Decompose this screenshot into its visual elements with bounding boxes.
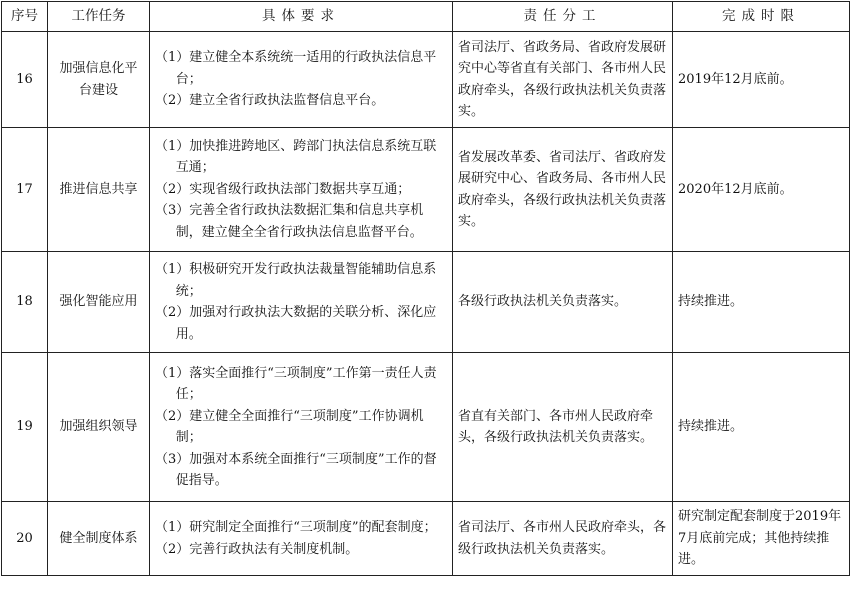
row-seq: 18 bbox=[2, 252, 48, 353]
row-task: 推进信息共享 bbox=[48, 128, 150, 252]
table-row bbox=[2, 128, 850, 252]
task-table bbox=[1, 1, 850, 576]
requirement-item: （1）积极研究开发行政执法裁量智能辅助信息系统； bbox=[155, 262, 437, 299]
row-task: 加强组织领导 bbox=[48, 353, 150, 502]
requirement-item: （1）建立健全本系统统一适用的行政执法信息平台； bbox=[155, 50, 437, 87]
requirement-item: （3）完善全省行政执法数据汇集和信息共享机制，建立健全全省行政执法信息监督平台。 bbox=[155, 203, 424, 240]
table-row bbox=[2, 502, 850, 576]
row-task: 强化智能应用 bbox=[48, 252, 150, 353]
header-row bbox=[2, 2, 850, 32]
row-seq: 19 bbox=[2, 353, 48, 502]
table-row bbox=[2, 32, 850, 128]
header-task: 工作任务 bbox=[48, 2, 150, 32]
requirement-item: （1）落实全面推行“三项制度”工作第一责任人责任； bbox=[155, 365, 437, 402]
row-responsibility: 省发展改革委、省司法厅、省政府发展研究中心、省政务局、各市州人民政府牵头，各级行政执法机关负责落实。 bbox=[453, 128, 673, 252]
row-seq: 17 bbox=[2, 128, 48, 252]
requirement-item: （2）建立健全全面推行“三项制度”工作协调机制； bbox=[155, 408, 424, 445]
row-responsibility: 省司法厅、省政务局、省政府发展研究中心等省直有关部门、各市州人民政府牵头，各级行政执法机关负责落实。 bbox=[453, 32, 673, 128]
row-requirements bbox=[150, 128, 453, 252]
table-row bbox=[2, 252, 850, 353]
header-requirements: 具体要求 bbox=[150, 2, 453, 32]
row-deadline: 2019年12月底前。 bbox=[673, 32, 850, 128]
row-responsibility: 省直有关部门、各市州人民政府牵头，各级行政执法机关负责落实。 bbox=[453, 353, 673, 502]
requirement-item: （2）加强对行政执法大数据的关联分析、深化应用。 bbox=[155, 305, 437, 342]
row-requirements bbox=[150, 353, 453, 502]
table-row bbox=[2, 353, 850, 502]
row-responsibility: 各级行政执法机关负责落实。 bbox=[453, 252, 673, 353]
row-responsibility: 省司法厅、各市州人民政府牵头，各级行政执法机关负责落实。 bbox=[453, 502, 673, 576]
row-seq: 20 bbox=[2, 502, 48, 576]
requirement-item: （2）实现省级行政执法部门数据共享互通； bbox=[155, 181, 411, 197]
requirement-item: （2）建立全省行政执法监督信息平台。 bbox=[155, 93, 385, 109]
requirement-item: （1）加快推进跨地区、跨部门执法信息系统互联互通； bbox=[155, 138, 437, 176]
header-responsibility: 责任分工 bbox=[453, 2, 673, 32]
requirement-item: （3）加强对本系统全面推行“三项制度”工作的督促指导。 bbox=[155, 451, 437, 488]
row-deadline: 研究制定配套制度于2019年7月底前完成；其他持续推进。 bbox=[673, 502, 850, 576]
row-deadline: 2020年12月底前。 bbox=[673, 128, 850, 252]
requirement-item: （1）研究制定全面推行“三项制度”的配套制度； bbox=[155, 520, 437, 535]
row-requirements bbox=[150, 252, 453, 353]
header-seq: 序号 bbox=[2, 2, 48, 32]
row-task: 加强信息化平台建设 bbox=[48, 32, 150, 128]
header-deadline: 完成时限 bbox=[673, 2, 850, 32]
row-task: 健全制度体系 bbox=[48, 502, 150, 576]
row-requirements bbox=[150, 32, 453, 128]
row-requirements bbox=[150, 502, 453, 576]
row-seq: 16 bbox=[2, 32, 48, 128]
row-deadline: 持续推进。 bbox=[673, 252, 850, 353]
row-deadline: 持续推进。 bbox=[673, 353, 850, 502]
requirement-item: （2）完善行政执法有关制度机制。 bbox=[155, 541, 359, 557]
